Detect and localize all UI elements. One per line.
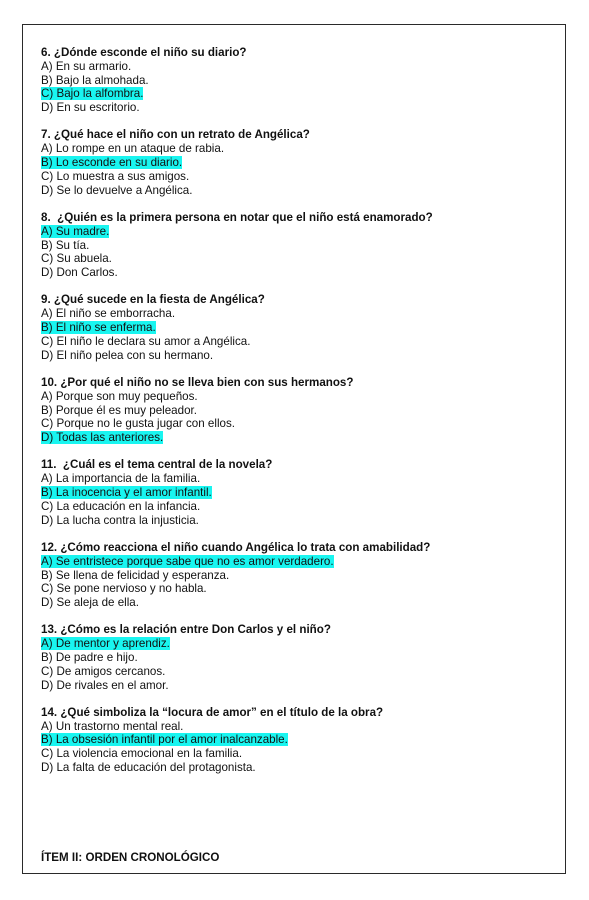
option-text: C) Lo muestra a sus amigos.	[41, 169, 190, 183]
option-text: D) Don Carlos.	[41, 266, 118, 280]
answer-option	[41, 500, 556, 514]
option-text: A) Se entristece porque sabe que no es amor verdadero.	[41, 554, 334, 568]
option-text: A) Porque son muy pequeños.	[41, 389, 198, 403]
answer-option	[41, 720, 556, 734]
option-text: C) De amigos cercanos.	[41, 664, 166, 678]
answer-option	[41, 170, 556, 184]
answer-option-highlighted	[41, 733, 556, 747]
option-text: D) La falta de educación del protagonista.	[41, 761, 256, 775]
answer-option-highlighted	[41, 225, 556, 239]
option-text: B) Lo esconde en su diario.	[41, 156, 183, 170]
option-text: B) Su tía.	[41, 238, 90, 252]
answer-option	[41, 747, 556, 761]
option-text: C) La educación en la infancia.	[41, 499, 201, 513]
option-text: A) La importancia de la familia.	[41, 472, 201, 486]
answer-option	[41, 74, 556, 88]
question-block	[41, 293, 556, 362]
answer-option	[41, 679, 556, 693]
answer-option	[41, 569, 556, 583]
answer-option	[41, 596, 556, 610]
option-text: B) Porque él es muy peleador.	[41, 403, 197, 417]
option-text: A) En su armario.	[41, 59, 132, 73]
answer-option	[41, 390, 556, 404]
answer-option	[41, 60, 556, 74]
option-text: C) Su abuela.	[41, 252, 112, 266]
option-text: C) La violencia emocional en la familia.	[41, 747, 243, 761]
section-heading: ÍTEM II: ORDEN CRONOLÓGICO	[41, 851, 220, 864]
question-title: 12. ¿Cómo reacciona el niño cuando Angélica lo trata con amabilidad?	[41, 540, 431, 554]
answer-option	[41, 761, 556, 775]
question-block	[41, 706, 556, 775]
question-block	[41, 458, 556, 527]
question-title: 14. ¿Qué simboliza la “locura de amor” en el título de la obra?	[41, 705, 384, 719]
answer-option-highlighted	[41, 555, 556, 569]
option-text: B) De padre e hijo.	[41, 650, 138, 664]
option-text: B) El niño se enferma.	[41, 321, 156, 335]
question-title: 8. ¿Quién es la primera persona en notar que el niño está enamorado?	[41, 210, 433, 224]
option-text: D) La lucha contra la injusticia.	[41, 513, 199, 527]
answer-option-highlighted	[41, 431, 556, 445]
question-title: 9. ¿Qué sucede en la fiesta de Angélica?	[41, 293, 265, 307]
question-block	[41, 128, 556, 197]
option-text: A) El niño se emborracha.	[41, 307, 176, 321]
question-title: 11. ¿Cuál es el tema central de la novela?	[41, 458, 273, 472]
answer-option	[41, 101, 556, 115]
option-text: D) De rivales en el amor.	[41, 678, 169, 692]
option-text: C) Bajo la alfombra.	[41, 87, 144, 101]
option-text: A) Su madre.	[41, 224, 110, 238]
option-text: C) El niño le declara su amor a Angélica.	[41, 334, 251, 348]
question-block	[41, 211, 556, 280]
answer-option	[41, 472, 556, 486]
answer-option	[41, 349, 556, 363]
option-text: A) Lo rompe en un ataque de rabia.	[41, 142, 225, 156]
option-text: D) El niño pelea con su hermano.	[41, 348, 214, 362]
answer-option	[41, 582, 556, 596]
answer-option-highlighted	[41, 87, 556, 101]
answer-option-highlighted	[41, 321, 556, 335]
option-text: D) Se aleja de ella.	[41, 596, 139, 610]
question-title: 13. ¿Cómo es la relación entre Don Carlos y el niño?	[41, 623, 331, 637]
question-block	[41, 623, 556, 692]
answer-option	[41, 266, 556, 280]
answer-option-highlighted	[41, 486, 556, 500]
question-list	[41, 46, 556, 788]
answer-option	[41, 514, 556, 528]
option-text: A) Un trastorno mental real.	[41, 719, 184, 733]
answer-option	[41, 252, 556, 266]
option-text: C) Se pone nervioso y no habla.	[41, 582, 207, 596]
question-block	[41, 541, 556, 610]
answer-option-highlighted	[41, 156, 556, 170]
question-block	[41, 376, 556, 445]
answer-option	[41, 142, 556, 156]
question-title: 6. ¿Dónde esconde el niño su diario?	[41, 46, 247, 59]
answer-option	[41, 239, 556, 253]
answer-option	[41, 417, 556, 431]
answer-option	[41, 404, 556, 418]
question-block	[41, 46, 556, 115]
answer-option	[41, 651, 556, 665]
option-text: D) Todas las anteriores.	[41, 431, 164, 445]
option-text: B) La obsesión infantil por el amor inalcanzable.	[41, 733, 288, 747]
answer-option	[41, 184, 556, 198]
option-text: D) Se lo devuelve a Angélica.	[41, 183, 193, 197]
option-text: B) Se llena de felicidad y esperanza.	[41, 568, 230, 582]
question-title: 10. ¿Por qué el niño no se lleva bien con sus hermanos?	[41, 375, 354, 389]
answer-option	[41, 665, 556, 679]
option-text: C) Porque no le gusta jugar con ellos.	[41, 417, 235, 431]
option-text: D) En su escritorio.	[41, 101, 140, 115]
answer-option	[41, 307, 556, 321]
option-text: B) La inocencia y el amor infantil.	[41, 486, 212, 500]
option-text: B) Bajo la almohada.	[41, 73, 149, 87]
question-title: 7. ¿Qué hace el niño con un retrato de Angélica?	[41, 128, 310, 142]
answer-option	[41, 335, 556, 349]
answer-option-highlighted	[41, 637, 556, 651]
option-text: A) De mentor y aprendiz.	[41, 637, 170, 651]
